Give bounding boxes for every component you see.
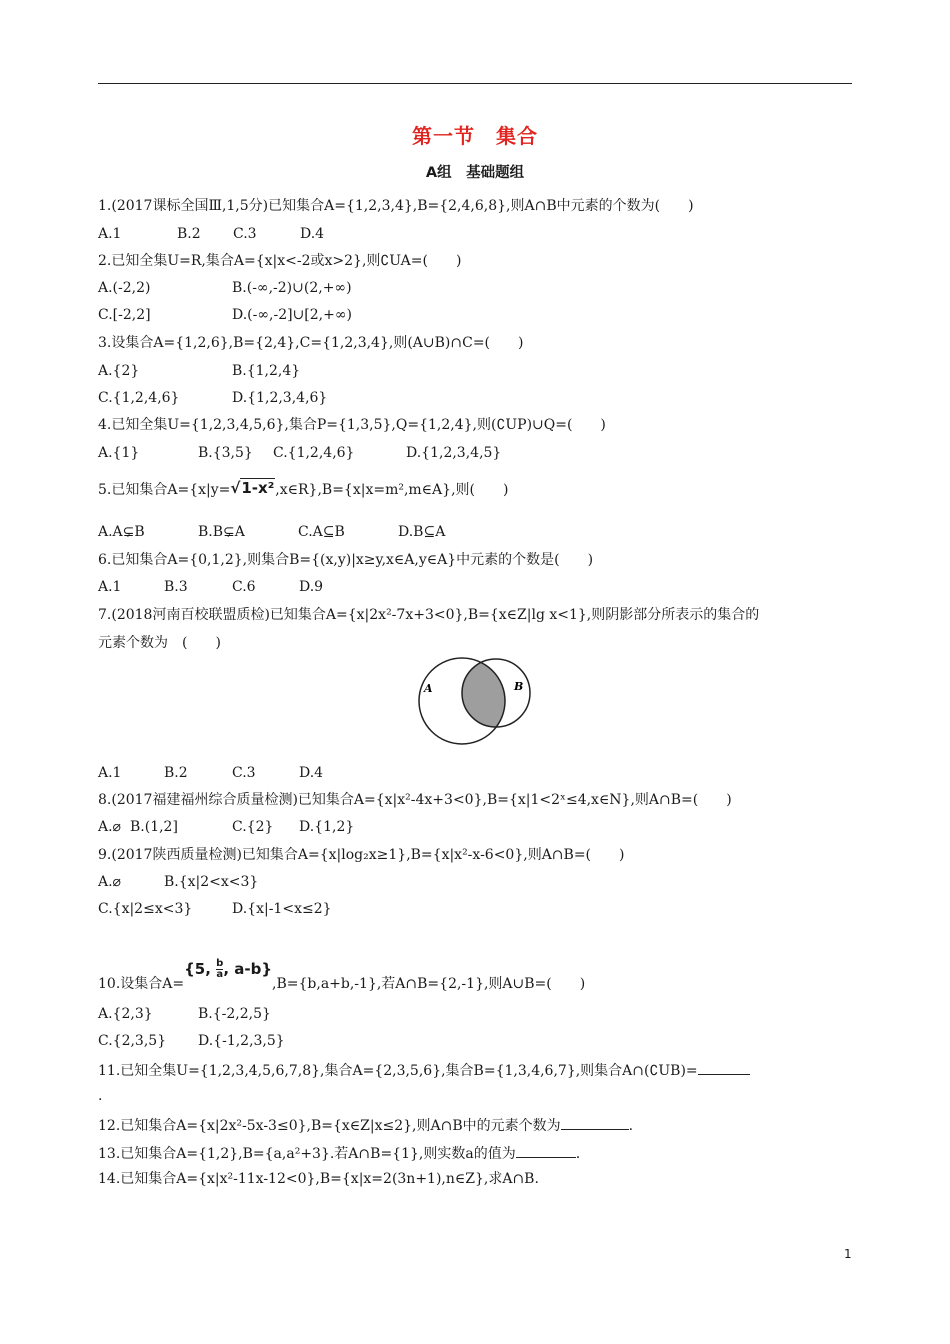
q8-option-b: B.(1,2] <box>130 819 178 835</box>
q1-option-a: A.1 <box>98 226 122 242</box>
question-5-options <box>98 523 445 541</box>
q6-option-c: C.6 <box>232 579 256 595</box>
question-7-stem-line1: 7.(2018河南百校联盟质检)已知集合A={x|2x²-7x+3<0},B={x∈Z|lg x<1},则阴影部分所表示的集合的 <box>98 607 760 623</box>
q5-option-b: B.B⊊A <box>198 524 245 540</box>
question-8-stem: 8.(2017福建福州综合质量检测)已知集合A={x|x²-4x+3<0},B={x|1<2ˣ≤4,x∈N},则A∩B=( ) <box>98 792 732 808</box>
q2-option-c: C.[-2,2] <box>98 307 151 323</box>
q6-option-a: A.1 <box>98 579 122 595</box>
section-title: 第一节 集合 <box>412 124 538 148</box>
question-4-options <box>98 444 501 462</box>
question-9-stem: 9.(2017陕西质量检测)已知集合A={x|log₂x≥1},B={x|x²-x-6<0},则A∩B=( ) <box>98 847 625 863</box>
venn-label-b: B <box>514 680 524 693</box>
q10-option-c: C.{2,3,5} <box>98 1033 167 1049</box>
question-5-stem <box>98 478 508 499</box>
q12-tail: . <box>628 1118 634 1134</box>
question-13-stem <box>98 1143 580 1163</box>
question-2-options-cd <box>98 306 352 324</box>
question-7-stem-line2: 元素个数为 ( ) <box>98 635 221 651</box>
q10-option-d: D.{-1,2,3,5} <box>198 1033 285 1049</box>
question-1-options <box>98 225 324 243</box>
venn-diagram <box>418 657 534 749</box>
question-7-options <box>98 764 323 782</box>
q5-stem-post: ,x∈R},B={x|x=m²,m∈A},则( ) <box>275 482 509 498</box>
question-14-stem: 14.已知集合A={x|x²-11x-12<0},B={x|x=2(3n+1),n∈Z},求A∩B. <box>98 1171 539 1187</box>
q1-option-d: D.4 <box>300 226 325 242</box>
q1-option-c: C.3 <box>233 226 257 242</box>
question-1-stem: 1.(2017课标全国Ⅲ,1,5分)已知集合A={1,2,3,4},B={2,4,6,8},则A∩B中元素的个数为( ) <box>98 198 694 214</box>
question-2-options-ab <box>98 279 352 297</box>
q9-option-b: B.{x|2<x<3} <box>164 874 259 890</box>
answer-blank-13[interactable] <box>516 1143 576 1158</box>
q3-option-d: D.{1,2,3,4,6} <box>232 390 328 406</box>
q4-option-a: A.{1} <box>98 445 140 461</box>
q8-option-a: A.⌀ <box>98 819 121 835</box>
question-8-options <box>98 818 354 836</box>
question-3-stem: 3.设集合A={1,2,6},B={2,4},C={1,2,3,4},则(A∪B)∩C=( ) <box>98 335 524 351</box>
question-11-stem <box>98 1060 750 1080</box>
q10-option-a: A.{2,3} <box>98 1006 153 1022</box>
q2-option-a: A.(-2,2) <box>98 280 151 296</box>
q9-option-c: C.{x|2≤x<3} <box>98 901 193 917</box>
q4-option-b: B.{3,5} <box>198 445 253 461</box>
q4-option-c: C.{1,2,4,6} <box>273 445 355 461</box>
question-10-options-ab <box>98 1005 271 1023</box>
q10-stem-post: ,B={b,a+b,-1},若A∩B={2,-1},则A∪B=( ) <box>272 976 586 992</box>
q2-option-d: D.(-∞,-2]∪[2,+∞) <box>232 307 352 323</box>
question-11-tail: . <box>98 1088 103 1104</box>
q10-stem-pre: 10.设集合A= <box>98 976 185 992</box>
sqrt-expression: √1-x² <box>230 479 275 497</box>
header-rule <box>98 83 852 84</box>
question-6-options <box>98 578 323 596</box>
q4-option-d: D.{1,2,3,4,5} <box>406 445 502 461</box>
answer-blank-11[interactable] <box>698 1060 750 1075</box>
q8-option-d: D.{1,2} <box>299 819 355 835</box>
q1-option-b: B.2 <box>177 226 201 242</box>
q3-option-a: A.{2} <box>98 363 140 379</box>
question-3-options-cd <box>98 389 327 407</box>
q12-stem-text: 12.已知集合A={x|2x²-5x-3≤0},B={x∈Z|x≤2},则A∩B中的元素个数为 <box>98 1118 561 1134</box>
q7-option-d: D.4 <box>299 765 324 781</box>
q6-option-b: B.3 <box>164 579 188 595</box>
q7-option-a: A.1 <box>98 765 122 781</box>
q13-tail: . <box>575 1146 581 1162</box>
fraction-b-over-a: $\frac{b}{a}$ <box>216 958 224 980</box>
q6-option-d: D.9 <box>299 579 324 595</box>
question-9-options-ab <box>98 873 258 891</box>
set-element-5: 5 <box>194 960 206 978</box>
page-number: 1 <box>844 1247 852 1261</box>
q5-option-a: A.A⊊B <box>98 524 145 540</box>
q5-option-c: C.A⊆B <box>298 524 345 540</box>
question-2-stem: 2.已知全集U=R,集合A={x|x<-2或x>2},则∁UA=( ) <box>98 253 462 269</box>
q7-option-b: B.2 <box>164 765 188 781</box>
q13-stem-text: 13.已知集合A={1,2},B={a,a²+3}.若A∩B={1},则实数a的值为 <box>98 1146 516 1162</box>
venn-label-a: A <box>424 682 433 695</box>
group-title: A组 基础题组 <box>425 165 525 181</box>
q9-option-a: A.⌀ <box>98 874 121 890</box>
sqrt-radicand: 1-x² <box>241 479 275 497</box>
question-12-stem <box>98 1115 633 1135</box>
question-4-stem: 4.已知全集U={1,2,3,4,5,6},集合P={1,3,5},Q={1,2,4},则(∁UP)∪Q=( ) <box>98 417 606 433</box>
question-9-options-cd <box>98 900 332 918</box>
question-10-options-cd <box>98 1032 285 1050</box>
question-3-options-ab <box>98 362 300 380</box>
question-10-stem <box>98 959 585 993</box>
q8-option-c: C.{2} <box>232 819 274 835</box>
answer-blank-12[interactable] <box>561 1115 629 1130</box>
q3-option-b: B.{1,2,4} <box>232 363 301 379</box>
q10-option-b: B.{-2,2,5} <box>198 1006 271 1022</box>
q7-option-c: C.3 <box>232 765 256 781</box>
set-expression: {5, $\frac{b}{a}$ , a-b} <box>184 958 273 980</box>
q9-option-d: D.{x|-1<x≤2} <box>232 901 332 917</box>
q2-option-b: B.(-∞,-2)∪(2,+∞) <box>232 280 352 296</box>
set-element-a-minus-b: a-b <box>234 960 262 978</box>
q3-option-c: C.{1,2,4,6} <box>98 390 180 406</box>
q5-stem-pre: 5.已知集合A={x|y= <box>98 482 231 498</box>
question-6-stem: 6.已知集合A={0,1,2},则集合B={(x,y)|x≥y,x∈A,y∈A}中元素的个数是( ) <box>98 552 594 568</box>
q5-option-d: D.B⊆A <box>398 524 446 540</box>
q11-stem-text: 11.已知全集U={1,2,3,4,5,6,7,8},集合A={2,3,5,6},集合B={1,3,4,6,7},则集合A∩(∁UB)= <box>98 1063 698 1079</box>
